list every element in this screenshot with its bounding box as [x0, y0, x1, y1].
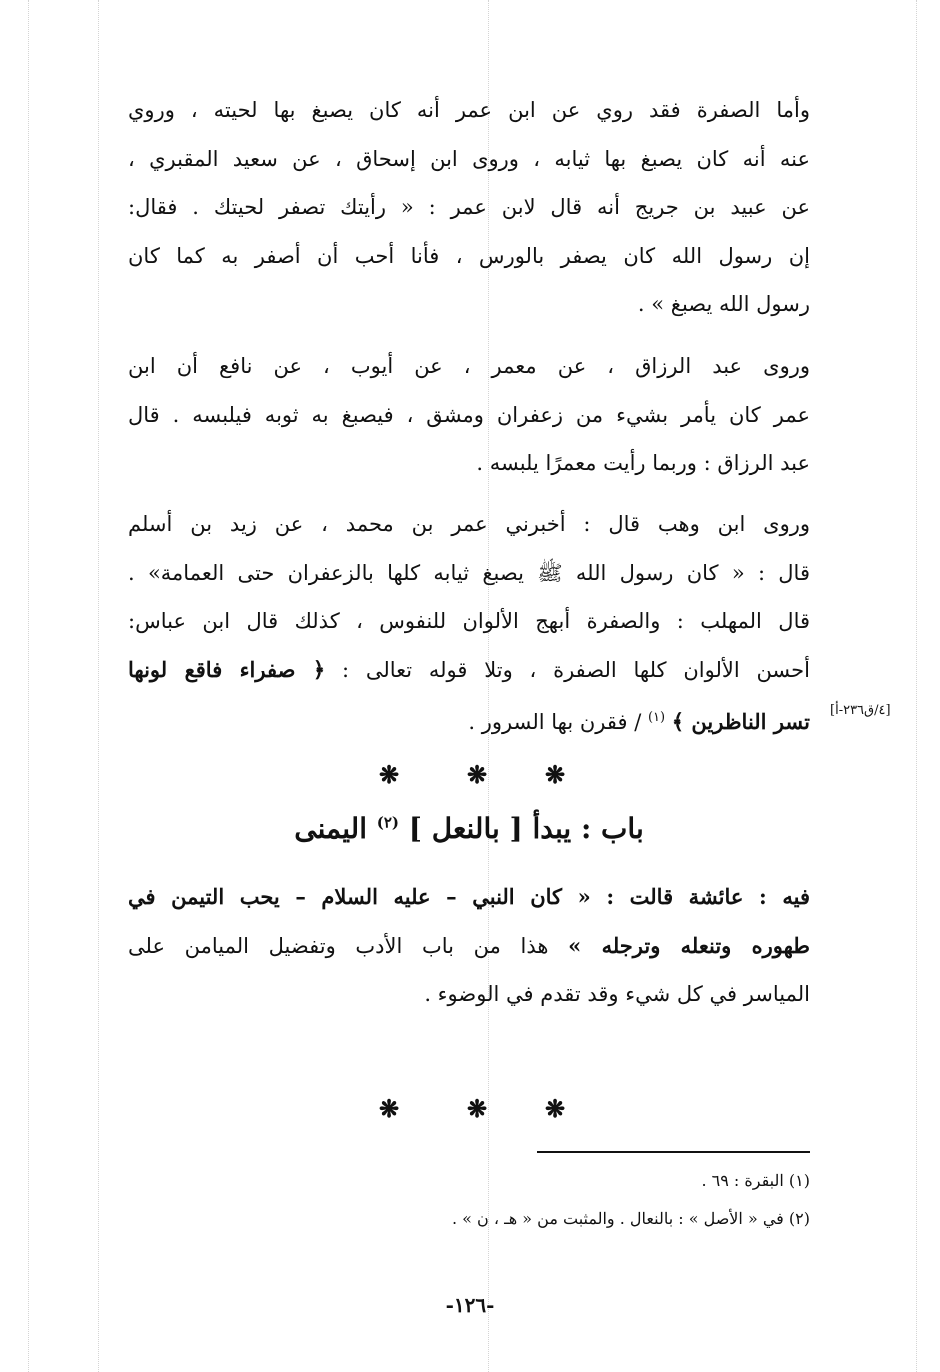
- text-line: قال المهلب : والصفرة أبهج الألوان للنفوس ، كذلك قال ابن عباس:: [128, 609, 810, 633]
- footnote-ref: (١): [647, 710, 666, 725]
- paragraph-aisha-hadith: [128, 873, 810, 1019]
- hadith-quote: طهوره وتنعله وترجله »: [568, 932, 810, 958]
- text-line: إن رسول الله كان يصفر بالورس ، فأنا أحب أن أصفر به كما كان: [128, 243, 810, 268]
- star-icon: ❋: [545, 1094, 566, 1123]
- chapter-heading: [128, 812, 810, 845]
- text-line: وروى عبد الرزاق ، عن معمر ، عن أيوب ، عن نافع أن ابن: [128, 354, 810, 378]
- paragraph-ibn-wahb: [128, 500, 810, 743]
- footnote: (١) البقرة : ٦٩ .: [701, 1171, 810, 1190]
- section-divider-stars: [0, 760, 940, 790]
- text-line: المياسر في كل شيء وقد تقدم في الوضوء .: [424, 982, 810, 1006]
- manuscript-folio-note: [٤/ق٢٣٦-أ]: [830, 703, 891, 718]
- heading-text: اليمنى: [294, 812, 367, 845]
- text-line: قال : « كان رسول الله ﷺ يصبغ ثيابه كلها بالزعفران حتى العمامة» .: [128, 560, 810, 585]
- star-icon: ❋: [379, 760, 400, 789]
- footnote: (٢) في « الأصل » : بالنعال . والمثبت من « هـ ، ن » .: [451, 1209, 810, 1228]
- text-line: عمر كان يأمر بشيء من زعفران ومشق ، فيصبغ به ثوبه فيلبسه . قال: [128, 402, 810, 427]
- paragraph-saffron-dye: [128, 86, 810, 329]
- text-line: عبد الرزاق : وربما رأيت معمرًا يلبسه .: [476, 451, 810, 475]
- text-line: عنه أنه كان يصبغ بها ثيابه ، وروى ابن إسحاق ، عن سعيد المقبري ،: [128, 146, 810, 171]
- paragraph-abdulrazzaq: [128, 342, 810, 488]
- footnote-separator: [537, 1151, 810, 1153]
- text-line: وروى ابن وهب قال : أخبرني عمر بن محمد ، عن زيد بن أسلم: [128, 512, 810, 536]
- scan-guide-line: [916, 0, 917, 1372]
- footnote-ref: (٢): [376, 813, 399, 832]
- scan-guide-line: [98, 0, 99, 1372]
- text-line: [128, 922, 810, 971]
- heading-text: باب : يبدأ [ بالنعل ]: [408, 812, 644, 845]
- scan-guide-line: [28, 0, 29, 1372]
- page-number: -١٢٦-: [445, 1293, 495, 1317]
- text-line-segment: أحسن الألوان كلها الصفرة ، وتلا قوله تعالى :: [341, 657, 810, 682]
- text-line: وأما الصفرة فقد روي عن ابن عمر أنه كان يصبغ بها لحيته ، وروي: [128, 98, 810, 122]
- quran-verse: ﴿ صفراء فاقع لونها: [128, 656, 326, 682]
- text-line-segment: / فقرن بها السرور .: [468, 710, 642, 734]
- text-line: [128, 646, 810, 695]
- quran-verse: تسر الناظرين ﴾: [671, 709, 810, 734]
- text-line: [128, 694, 810, 743]
- star-icon: ❋: [379, 1094, 400, 1123]
- text-line: عن عبيد بن جريج أنه قال لابن عمر : « رأيتك تصفر لحيتك . فقال:: [128, 195, 810, 219]
- text-line-segment: هذا من باب الأدب وتفضيل الميامن على: [128, 933, 569, 958]
- star-icon: ❋: [467, 760, 488, 789]
- star-icon: ❋: [467, 1094, 488, 1123]
- star-icon: ❋: [545, 760, 566, 789]
- text-line: فيه : عائشة قالت : « كان النبي – عليه السلام – يحب التيمن في: [128, 884, 810, 909]
- section-divider-stars: [0, 1094, 940, 1124]
- text-line: رسول الله يصبغ » .: [637, 292, 810, 316]
